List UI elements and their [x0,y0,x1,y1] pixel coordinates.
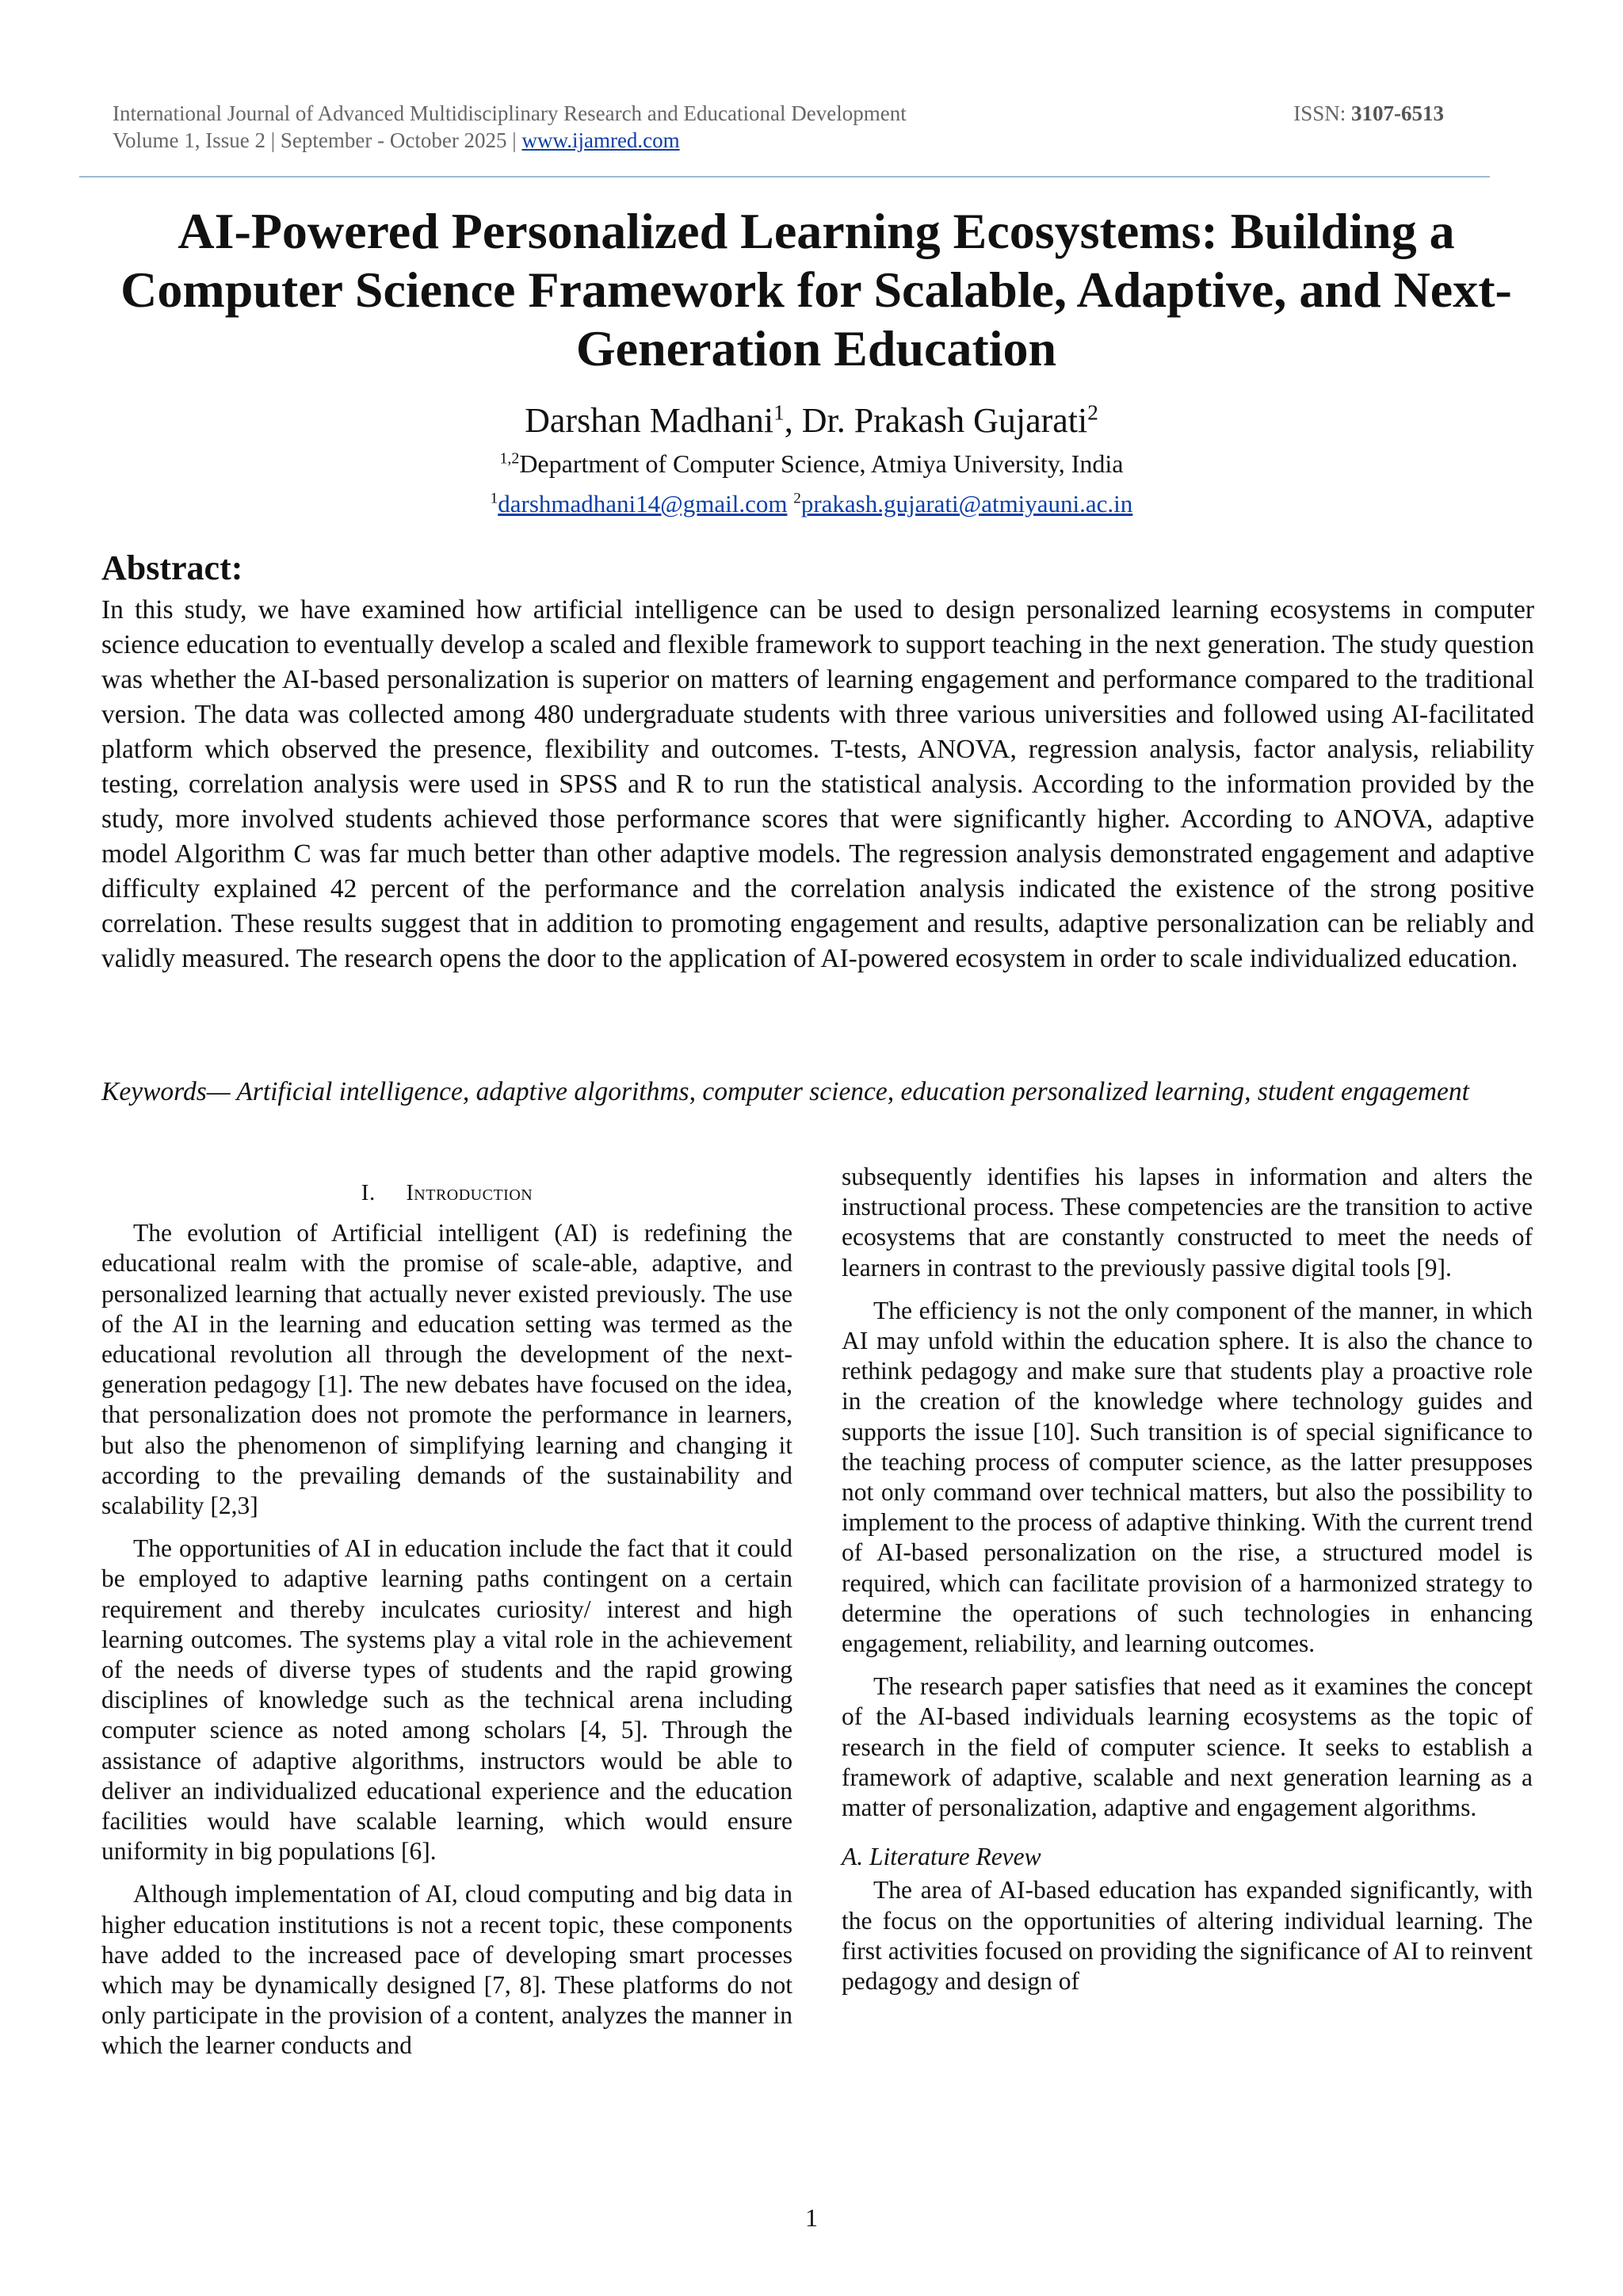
author-1: Darshan Madhani [525,401,774,440]
abstract-text: In this study, we have examined how artificial intelligence can be used to design personalized learning ecosystems in computer science education to eventually develop a scaled and flexible framework to support teaching in the next generation. The study question was whether the AI-based personalization is superior on matters of learning engagement and performance compared to the traditional version. The data was collected among 480 undergraduate students with three various universities and followed using AI-facilitated platform which observed the presence, flexibility and outcomes. T-tests, ANOVA, regression analysis, factor analysis, reliability testing, correlation analysis were used in SPSS and R to run the statistical analysis. According to the information provided by the study, more involved students achieved those performance scores that were significantly higher. According to ANOVA, adaptive model Algorithm C was far much better than other adaptive models. The regression analysis demonstrated engagement and adaptive difficulty explained 42 percent of the performance and the correlation analysis indicated the existence of the strong positive correlation. These results suggest that in addition to promoting engagement and results, adaptive personalization can be reliably and validly measured. The research opens the door to the application of AI-powered ecosystem in order to scale individualized education. [101,595,1534,973]
paragraph: The research paper satisfies that need as it examines the concept of the AI-based individuals learning ecosystems as the topic of research in the field of computer science. It seeks to establish a framework of adaptive, scalable and next generation learning as a matter of personalization, adaptive and engagement algorithms. [842,1672,1533,1822]
author-line [0,399,1623,442]
email-2-sup: 2 [793,490,801,507]
paragraph: subsequently identifies his lapses in information and alters the instructional process. These competencies are the transition to active ecosystems that are constantly constructed to meet the needs of learners in contrast to the previously passive digital tools [9]. [842,1163,1533,1282]
subsection-heading-literature-review: A. Literature Revew [842,1843,1041,1871]
section-title: Introduction [406,1181,533,1205]
journal-info [113,100,907,154]
email-line [0,488,1623,520]
page-number: 1 [805,2203,818,2232]
right-column [842,1162,1533,2009]
issn-label: ISSN: [1293,101,1351,125]
email-2-link[interactable]: prakash.gujarati@atmiyauni.ac.in [800,490,1133,518]
issn [1293,100,1444,127]
author-separator: , [784,401,802,440]
section-numeral: I. [361,1180,376,1205]
author-1-sup: 1 [773,400,785,425]
left-column [101,1162,792,2074]
affiliation-text: Department of Computer Science, Atmiya University, India [519,449,1124,478]
abstract-heading: Abstract: [101,548,243,587]
volume-text: Volume 1, Issue 2 | September - October 2025 | [113,128,522,152]
paragraph: The efficiency is not the only component of the manner, in which AI may unfold within the education sphere. It is also the chance to rethink pedagogy and make sure that students play a proactive role in the creation of the knowledge where technology guides and supports the issue [10]. Such transition is of special significance to the teaching process of computer science, as the latter presupposes not only command over technical matters, but also the possibility to implement to the process of adaptive thinking. With the current trend of AI-based personalization on the rise, a structured model is required, which can facilitate provision of a harmonized strategy to determine the operations of such technologies in enhancing engagement, reliability, and learning outcomes. [842,1296,1533,1658]
affiliation [0,448,1623,479]
author-2: Dr. Prakash Gujarati [801,401,1088,440]
journal-name: International Journal of Advanced Multidisciplinary Research and Educational Development [113,101,907,125]
email-1-sup: 1 [490,490,498,507]
paper-title: AI-Powered Personalized Learning Ecosystems: Building a Computer Science Framework for Scalable, Adaptive, and Next-Generation Education [120,203,1512,376]
issn-number: 3107-6513 [1351,101,1444,125]
keywords: Keywords— Artificial intelligence, adaptive algorithms, computer science, education personalized learning, student engagement [101,1077,1469,1106]
volume-line [113,127,907,154]
paragraph: The opportunities of AI in education include the fact that it could be employed to adaptive learning paths contingent on a certain requirement and thereby inculcates curiosity/ interest and high learning outcomes. The systems play a vital role in the achievement of the needs of diverse types of students and the rapid growing disciplines of knowledge such as the technical arena including computer science as noted among scholars [4, 5]. Through the assistance of adaptive algorithms, instructors would be able to deliver an individualized educational experience and the education facilities would have scalable learning, which would ensure uniformity in big populations [6]. [101,1534,792,1866]
paragraph: Although implementation of AI, cloud computing and big data in higher education institutions is not a recent topic, these components have added to the increased pace of developing smart processes which may be dynamically designed [7, 8]. These platforms do not only participate in the provision of a content, analyzes the manner in which the learner conducts and [101,1880,792,2060]
author-2-sup: 2 [1087,400,1098,425]
paragraph: The area of AI-based education has expanded significantly, with the focus on the opportunities of altering individual learning. The first activities focused on providing the significance of AI to reinvent pedagogy and design of [842,1876,1533,1996]
email-1-link[interactable]: darshmadhani14@gmail.com [498,490,788,518]
header-divider [79,176,1490,178]
affiliation-sup: 1,2 [499,449,520,468]
paragraph: The evolution of Artificial intelligent (AI) is redefining the educational realm with the promise of scale-able, adaptive, and personalized learning that actually never existed previously. The use of the AI in the learning and education setting was termed as the educational revolution all through the development of the next-generation pedagogy [1]. The new debates have focused on the idea, that personalization does not promote the performance in learners, but also the phenomenon of simplifying learning and changing it according to the prevailing demands of the sustainability and scalability [2,3] [101,1219,792,1520]
journal-url-link[interactable]: www.ijamred.com [521,128,680,152]
section-heading-introduction [101,1178,792,1209]
